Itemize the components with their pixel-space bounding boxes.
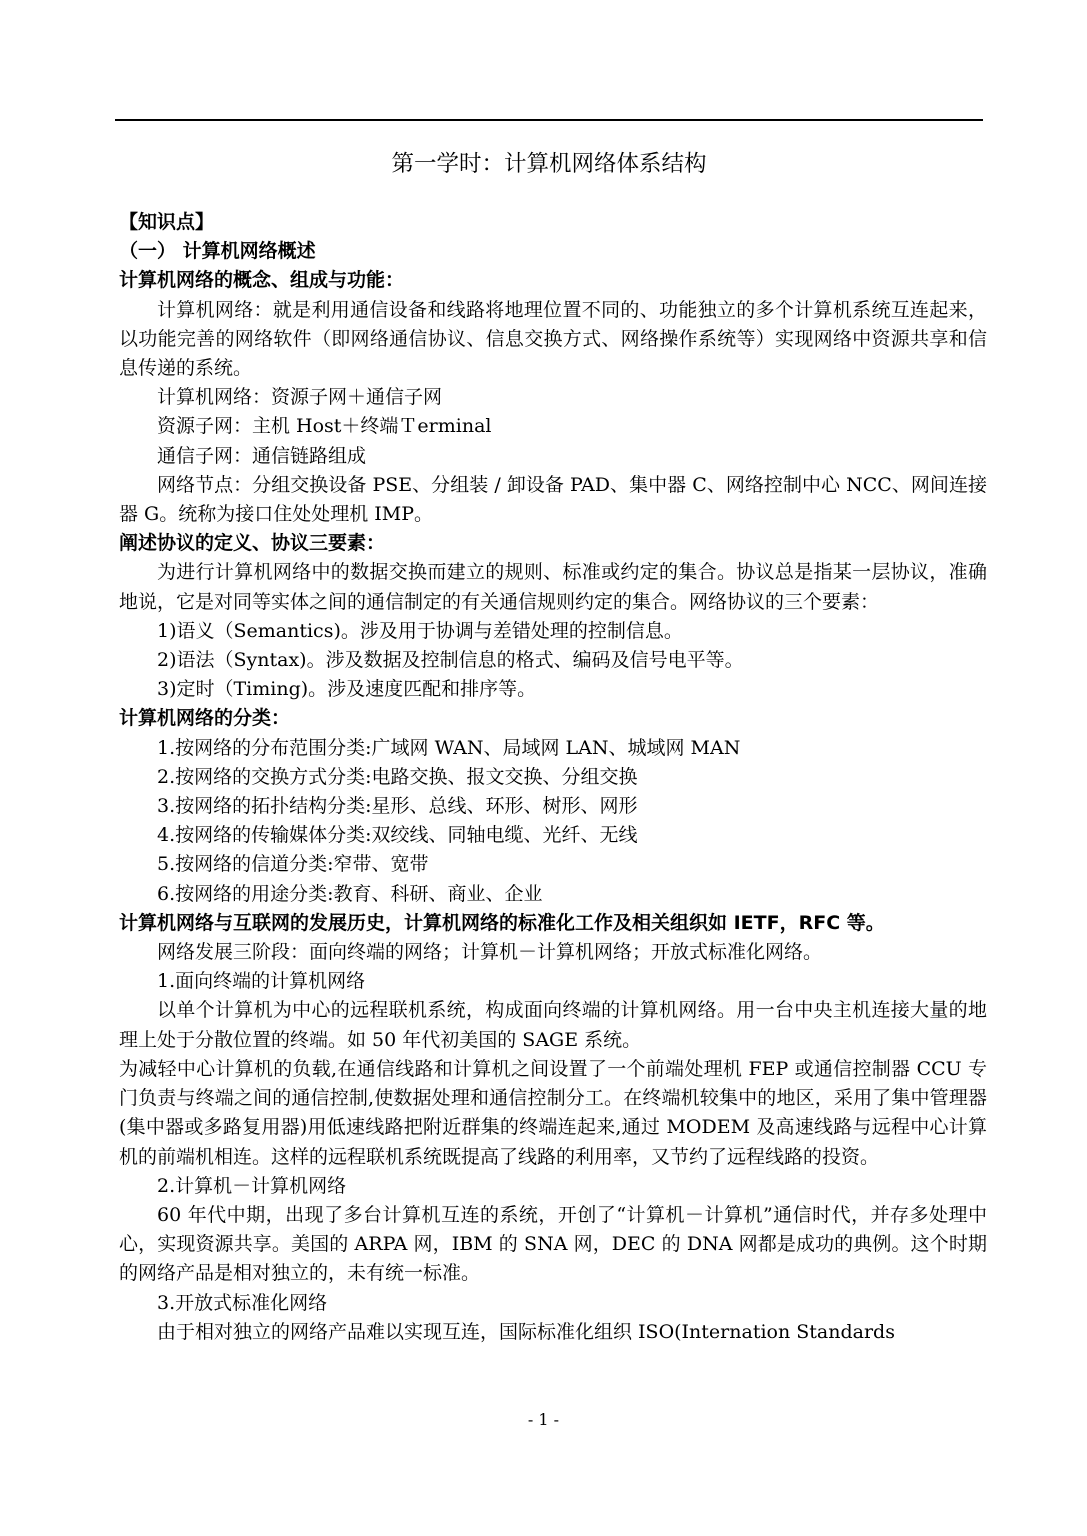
section-heading: （一） 计算机网络概述 [119,240,316,263]
page-title: 第一学时：计算机网络体系结构 [391,151,707,177]
classification-item: 3.按网络的拓扑结构分类:星形、总线、环形、树形、网形 [157,795,638,818]
classification-item: 2.按网络的交换方式分类:电路交换、报文交换、分组交换 [157,765,638,788]
protocol-element: 1)语义（Semantics)。涉及用于协调与差错处理的控制信息。 [157,619,683,642]
protocol-element: 2)语法（Syntax)。涉及数据及控制信息的格式、编码及信号电平等。 [157,649,744,672]
protocol-element: 3)定时（Timing)。涉及速度匹配和排序等。 [157,678,537,701]
classification-item: 5.按网络的信道分类:窄带、宽带 [157,853,429,876]
protocol-heading: 阐述协议的定义、协议三要素： [119,532,386,555]
concept-heading: 计算机网络的概念、组成与功能： [119,269,405,292]
stage2-paragraph: 60 年代中期，出现了多台计算机互连的系统，开创了“计算机－计算机”通信时代，并存多处理中心，实现资源共享。美国的 ARPA 网，IBM 的 SNA 网，DEC 的 DNA 网都是成功的典例。这个时期的网络产品是相对独立的，未有统一标准。 [119,1203,987,1285]
stage3-title: 3.开放式标准化网络 [157,1291,328,1314]
history-heading: 计算机网络与互联网的发展历史，计算机网络的标准化工作及相关组织如 IETF，RFC 等。 [119,911,885,934]
protocol-paragraph: 为进行计算机网络中的数据交换而建立的规则、标准或约定的集合。协议总是指某一层协议，准确地说，它是对同等实体之间的通信制定的有关通信规则约定的集合。网络协议的三个要素： [119,561,987,613]
stages-line: 网络发展三阶段：面向终端的网络；计算机－计算机网络；开放式标准化网络。 [157,941,823,964]
classification-item: 6.按网络的用途分类:教育、科研、商业、企业 [157,882,543,905]
stage2-title: 2.计算机－计算机网络 [157,1174,347,1197]
stage1-paragraph: 以单个计算机为中心的远程联机系统，构成面向终端的计算机网络。用一台中央主机连接大量的地理上处于分散位置的终端。如 50 年代初美国的 SAGE 系统。 [119,999,987,1051]
classification-heading: 计算机网络的分类： [119,707,291,730]
document-body [119,208,987,1347]
stage1-detail-paragraph: 为减轻中心计算机的负载,在通信线路和计算机之间设置了一个前端处理机 FEP 或通信控制器 CCU 专门负责与终端之间的通信控制,使数据处理和通信控制分工。在终端机较集中的地区，采用了集中管理器(集中器或多路复用器)用低速线路把附近群集的终端连起来,通过 MODEM 及高速线路与远程中心计算机的前端机相连。这样的远程联机系统既提高了线路的利用率，又节约了远程线路的投资。 [119,1057,987,1168]
resource-subnet-line: 资源子网：主机 Host＋终端Ｔerminal [157,415,492,438]
page-number: - 1 - [527,1410,560,1429]
composition-line: 计算机网络：资源子网＋通信子网 [157,386,443,409]
header-rule [115,119,983,121]
classification-item: 4.按网络的传输媒体分类:双绞线、同轴电缆、光纤、无线 [157,824,638,847]
comm-subnet-line: 通信子网：通信链路组成 [157,444,367,467]
definition-paragraph: 计算机网络：就是利用通信设备和线路将地理位置不同的、功能独立的多个计算机系统互连起来，以功能完善的网络软件（即网络通信协议、信息交换方式、网络操作系统等）实现网络中资源共享和信息传递的系统。 [119,298,987,380]
knowledge-heading: 【知识点】 [119,211,215,233]
classification-item: 1.按网络的分布范围分类:广域网 WAN、局域网 LAN、城域网 MAN [157,736,741,759]
stage1-title: 1.面向终端的计算机网络 [157,970,366,993]
network-nodes-paragraph: 网络节点：分组交换设备 PSE、分组装 / 卸设备 PAD、集中器 C、网络控制中心 NCC、网间连接器 G。统称为接口住处处理机 IMP。 [119,473,987,526]
stage3-paragraph: 由于相对独立的网络产品难以实现互连，国际标准化组织 ISO(Internation Standards [157,1320,895,1343]
